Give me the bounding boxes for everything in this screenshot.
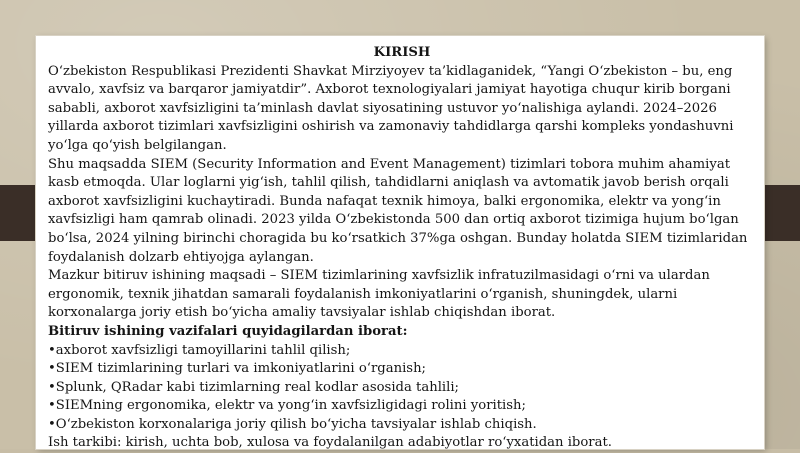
task-item: •SIEM tizimlarining turlari va imkoniyatlarini o‘rganish; bbox=[48, 361, 427, 377]
paragraph-goal: Mazkur bitiruv ishining maqsadi – SIEM tizimlarining xavfsizlik infratuzilmasidagi o‘rni va ulardan ergonomik, texnik jihatdan samarali foydalanish imkoniyatlarini o‘rganish, shuningdek, ularni korxonalarga joriy etish bo‘yicha amaliy tavsiyalar ishlab chiqishdan iborat. bbox=[48, 268, 710, 321]
task-item: •SIEMning ergonomika, elektr va yong‘in xavfsizligidagi rolini yoritish; bbox=[48, 398, 526, 414]
document-body bbox=[48, 44, 756, 453]
paragraph-siem: Shu maqsadda SIEM (Security Information and Event Management) tizimlari tobora muhim ahamiyat kasb etmoqda. Ular loglarni yig‘ish, tahlil qilish, tahdidlarni aniqlash va avtomatik javob berish orqali axborot xavfsizligini kuchaytiradi. Bunda nafaqat texnik himoya, balki ergonomika, elektr va yong‘in xavfsizligi ham qamrab olinadi. 2023 yilda O‘zbekistonda 500 dan ortiq axborot tizimiga hujum bo‘lgan bo‘lsa, 2024 yilning birinchi choragida bu ko‘rsatkich 37%ga oshgan. Bunday holatda SIEM tizimlaridan foydalanish dolzarb ehtiyojga aylangan. bbox=[48, 156, 748, 265]
text-card bbox=[36, 36, 764, 449]
document-title: KIRISH bbox=[373, 45, 431, 60]
paragraph-intro: O‘zbekiston Respublikasi Prezidenti Shavkat Mirziyoyev ta’kidlaganidek, “Yangi O‘zbekiston – bu, eng avvalo, xavfsiz va barqaror jamiyatdir”. Axborot texnologiyalari jamiyat hayotiga chuqur kirib borgani sababli, axborot xavfsizligini ta’minlash davlat siyosatining ustuvor yo‘nalishiga aylandi. 2024–2026 yillarda axborot tizimlari xavfsizligini oshirish va zamonaviy tahdidlarga qarshi kompleks yondashuvni yo‘lga qo‘yish belgilangan. bbox=[48, 63, 734, 153]
structure-line: Ish tarkibi: kirish, uchta bob, xulosa va foydalanilgan adabiyotlar ro‘yxatidan iborat. bbox=[48, 435, 612, 451]
task-item: •Splunk, QRadar kabi tizimlarning real kodlar asosida tahlili; bbox=[48, 379, 460, 395]
task-item: •O‘zbekiston korxonalariga joriy qilish bo‘yicha tavsiyalar ishlab chiqish. bbox=[48, 416, 537, 432]
tasks-heading: Bitiruv ishining vazifalari quyidagilardan iborat: bbox=[48, 323, 408, 339]
task-item: •axborot xavfsizligi tamoyillarini tahlil qilish; bbox=[48, 342, 351, 358]
